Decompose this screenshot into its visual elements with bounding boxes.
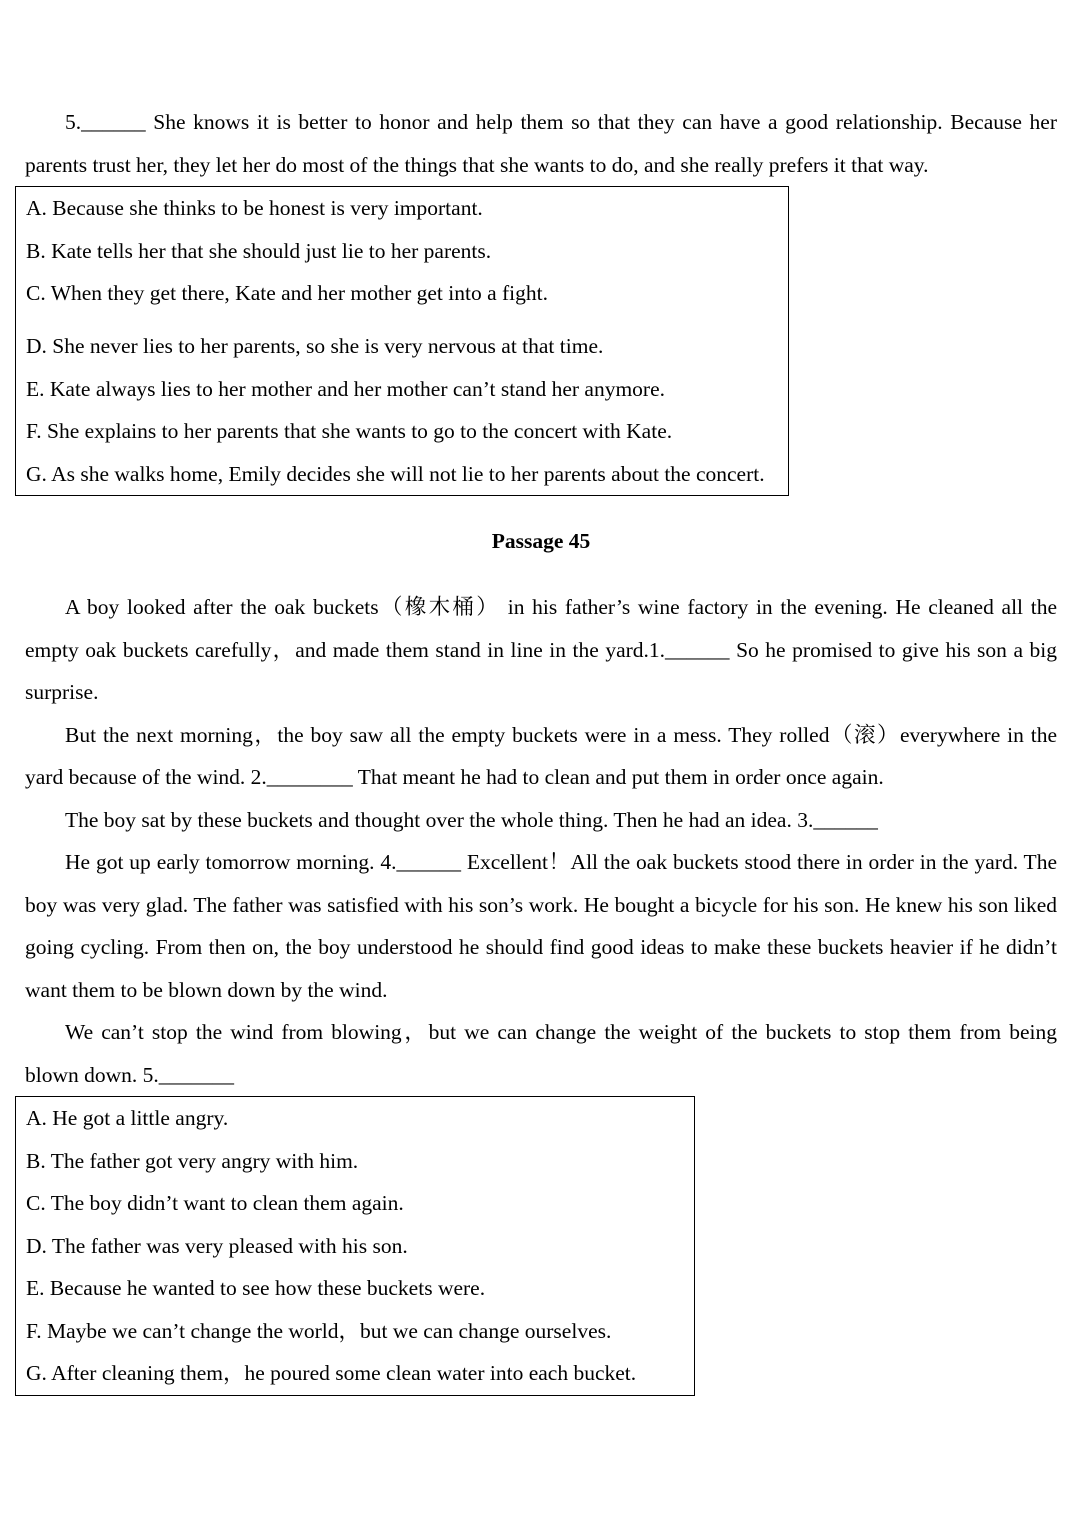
passage-paragraph-5: We can’t stop the wind from blowing，but we can change the weight of the buckets to stop them from being blown down. 5._______: [25, 1020, 1057, 1087]
previous-option-b: B. Kate tells her that she should just lie to her parents.: [26, 238, 492, 263]
previous-option-e: E. Kate always lies to her mother and her mother can’t stand her anymore.: [26, 376, 666, 401]
previous-option-g: G. As she walks home, Emily decides she will not lie to her parents about the concert.: [26, 461, 765, 486]
option-b: B. The father got very angry with him.: [26, 1148, 359, 1173]
previous-options-box: [15, 186, 789, 496]
option-g: G. After cleaning them，he poured some clean water into each bucket.: [26, 1361, 637, 1385]
passage-title: Passage 45: [491, 529, 591, 553]
option-d: D. The father was very pleased with his son.: [26, 1233, 408, 1258]
passage-paragraph-2: But the next morning，the boy saw all the empty buckets were in a mess. They rolled（滚）everywhere in the yard because of the wind. 2.________ That meant he had to clean and put them in order once again.: [25, 722, 1057, 789]
previous-option-c: C. When they get there, Kate and her mother get into a fight.: [26, 281, 549, 305]
previous-passage-paragraph: 5.______ She knows it is better to honor and help them so that they can have a good relationship. Because her parents trust her, they let her do most of the things that she wants to do, and she really prefers it that way.: [25, 110, 1057, 177]
previous-option-d: D. She never lies to her parents, so she is very nervous at that time.: [26, 334, 604, 358]
passage-paragraph-4: He got up early tomorrow morning. 4.______ Excellent！All the oak buckets stood there in order in the yard. The boy was very glad. The father was satisfied with his son’s work. He bought a bicycle for his son. He knew his son liked going cycling. From then on, the boy understood he should find good ideas to make these buckets heavier if he didn’t want them to be blown down by the wind.: [25, 850, 1057, 1002]
option-a: A. He got a little angry.: [26, 1106, 229, 1130]
previous-option-a: A. Because she thinks to be honest is very important.: [26, 196, 483, 220]
previous-option-f: F. She explains to her parents that she wants to go to the concert with Kate.: [26, 419, 673, 443]
option-f: F. Maybe we can’t change the world，but we can change ourselves.: [26, 1318, 612, 1343]
option-e: E. Because he wanted to see how these buckets were.: [26, 1276, 486, 1300]
passage-paragraph-1: A boy looked after the oak buckets（橡木桶） in his father’s wine factory in the evening. He cleaned all the empty oak buckets carefully，and made them stand in line in the yard.1.______ So he promised to give his son a big surprise.: [25, 595, 1057, 704]
options-box: [15, 1096, 695, 1396]
passage-paragraph-3: The boy sat by these buckets and thought over the whole thing. Then he had an idea. 3.______: [65, 807, 878, 832]
option-c: C. The boy didn’t want to clean them again.: [26, 1191, 404, 1215]
